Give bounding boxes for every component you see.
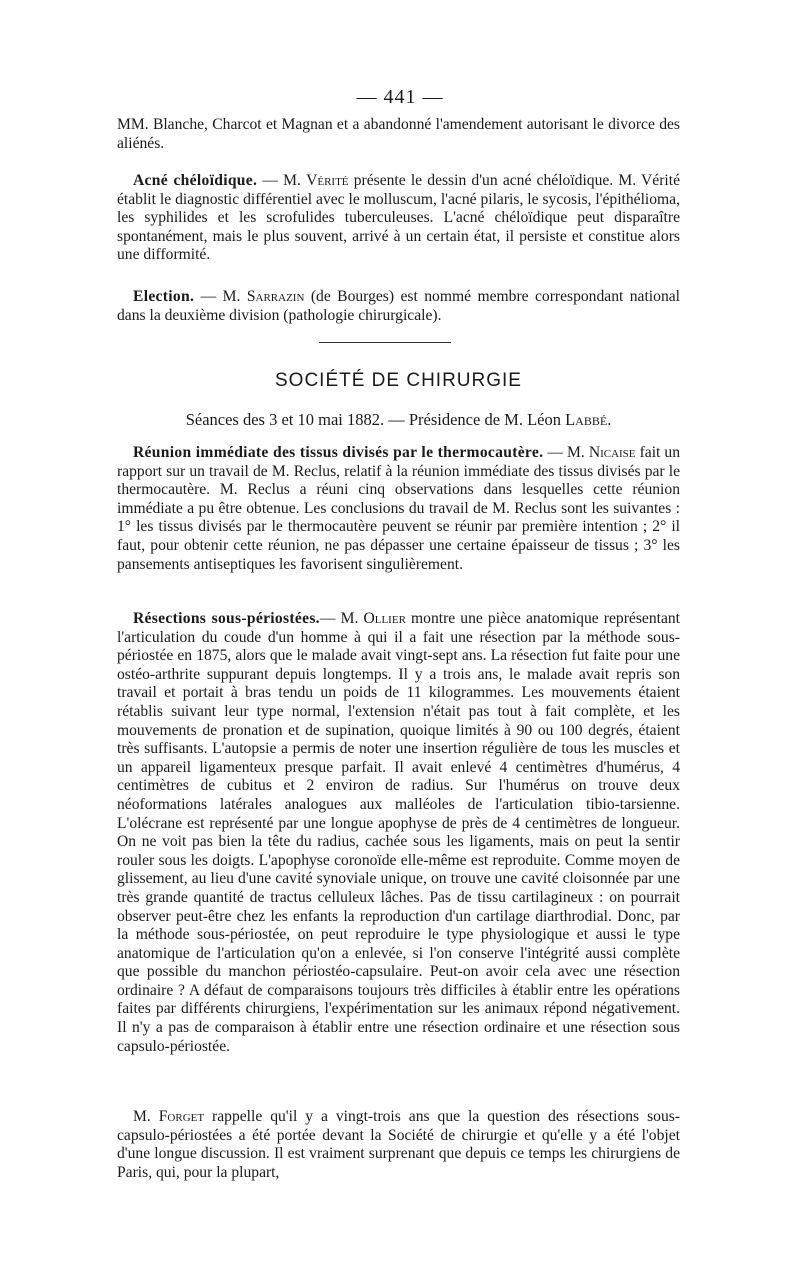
paragraph-text: (de Bourges) est nommé membre correspondant national dans la deuxième division (pathologie chirurgicale). (117, 288, 680, 324)
section-election: Election. — M. Sarrazin (de Bourges) est nommé membre correspondant national dans la deuxième division (pathologie chirurgicale). (117, 288, 680, 324)
paragraph-forget: M. Forget rappelle qu'il y a vingt-trois ans que la question des résections sous-capsulo-périostées a été portée devant la Société de chirurgie et qu'elle y a été l'objet d'une longue discussion. Il est vraiment surprenant que depuis ce temps les chirurgiens de Paris, qui, pour la plupart, (117, 1108, 680, 1181)
section-divider (319, 342, 451, 343)
section-heading: Election. (133, 288, 195, 305)
author-name: Nicaise (588, 444, 636, 461)
paragraph-divorce (117, 116, 680, 153)
author-name: Forget (158, 1108, 205, 1125)
section-resections: Résections sous-périostées.— M. Ollier montre une pièce anatomique représentant l'articulation du coude d'un homme à qui il a fait une résection par la méthode sous-périostée en 1875, alors que le malade avait vingt-sept ans. La résection fut faite pour une ostéo-arthrite suppurant depuis longtemps. Il y a trois ans, le malade avait repris son travail et portait à bras tendu un poids de 11 kilogrammes. Les mouvements étaient rétablis suivant leur type normal, l'extension n'était pas tout à fait complète, et les mouvements de pronation et de supination, quoique limités à 90 ou 100 degrés, étaient très suffisants. L'autopsie a permis de noter une insertion régulière de tous les muscles et un appareil ligamenteux presque parfait. Il avait enlevé 4 centimètres d'humérus, 4 centimètres de cubitus et 2 environ de radius. Sur l'humérus on trouve deux néoformations latérales analogues aux malléoles de l'articulation tibio-tarsienne. L'olécrane est représenté par une longue apophyse de près de 4 centimètres de longueur. On ne voit pas bien la tête du radius, cachée sous les ligaments, mais on peut la sentir rouler sous les doigts. L'apophyse coronoïde elle-même est reproduite. Comme moyen de glissement, au lieu d'une cavité synoviale unique, on trouve une cavité cloisonnée par une très grande quantité de tractus celluleux lâches. Pas de tissu cartilagineux : on pourrait observer peut-être chez les enfants la reproduction d'un cartilage diarthrodial. Donc, par la méthode sous-périostée, on peut reproduire le type physiologique et aussi le type anatomique de l'articulation qu'on a enlevée, si l'on conserve l'intégrité aussi complète que possible du manchon périostéo-capsulaire. Peut-on avoir cela avec une résection ordinaire ? A défaut de comparaisons toujours très difficiles à établir entre les opérations faites par différents chirurgiens, l'expérimentation sur les animaux répond négativement. Il n'y a pas de comparaison à établir entre une résection ordinaire et une résection sous capsulo-périostée. (117, 610, 681, 1055)
paragraph-text: fait un rapport sur un travail de M. Reclus, relatif à la réunion immédiate des tissus divisés par le thermocautère. M. Reclus a réuni cinq observations dans lesquelles cette réunion immédiate a pu être obtenue. Les conclusions du travail de M. Reclus sont les suivantes : 1° les tissus divisés par le thermocautère peuvent se réunir par première intention ; 2° il faut, pour obtenir cette réunion, ne pas dépasser une certaine épaisseur de tissus ; 3° les pansements antiseptiques les favorisent singulièrement. (117, 444, 681, 573)
society-title: SOCIÉTÉ DE CHIRURGIE (275, 370, 522, 391)
section-heading: Réunion immédiate des tissus divisés par le thermocautère. (133, 444, 544, 461)
page-number: — 441 — (356, 86, 444, 108)
paragraph-text: MM. Blanche, Charcot et Magnan et a abandonné l'amendement autorisant le divorce des aliénés. (117, 116, 680, 152)
section-reunion: Réunion immédiate des tissus divisés par le thermocautère. — M. Nicaise fait un rapport sur un travail de M. Reclus, relatif à la réunion immédiate des tissus divisés par le thermocautère. M. Reclus a réuni cinq observations dans lesquelles cette réunion immédiate a pu être obtenue. Les conclusions du travail de M. Reclus sont les suivantes : 1° les tissus divisés par le thermocautère peuvent se réunir par première intention ; 2° il faut, pour obtenir cette réunion, ne pas dépasser une certaine épaisseur de tissus ; 3° les pansements antiseptiques les favorisent singulièrement. (117, 444, 681, 573)
paragraph-text: montre une pièce anatomique représentant l'articulation du coude d'un homme à qui il a fait une résection par la méthode sous-périostée en 1875, alors que le malade avait vingt-sept ans. La résection fut faite pour une ostéo-arthrite suppurant depuis longtemps. Il y a trois ans, le malade avait repris son travail et portait à bras tendu un poids de 11 kilogrammes. Les mouvements étaient rétablis suivant leur type normal, l'extension n'était pas tout à fait complète, et les mouvements de pronation et de supination, quoique limités à 90 ou 100 degrés, étaient très suffisants. L'autopsie a permis de noter une insertion régulière de tous les muscles et un appareil ligamenteux presque parfait. Il avait enlevé 4 centimètres d'humérus, 4 centimètres de cubitus et 2 environ de radius. Sur l'humérus on trouve deux néoformations latérales analogues aux malléoles de l'articulation tibio-tarsienne. L'olécrane est représenté par une longue apophyse de près de 4 centimètres de longueur. On ne voit pas bien la tête du radius, cachée sous les ligaments, mais on peut la sentir rouler sous les doigts. L'apophyse coronoïde elle-même est reproduite. Comme moyen de glissement, au lieu d'une cavité synoviale unique, on trouve une cavité cloisonnée par une très grande quantité de tractus celluleux lâches. Pas de tissu cartilagineux : on pourrait observer peut-être chez les enfants la reproduction d'un cartilage diarthrodial. Donc, par la méthode sous-périostée, on peut reproduire le type physiologique et aussi le type anatomique de l'articulation qu'on a enlevée, si l'on conserve l'intégrité aussi complète que possible du manchon périostéo-capsulaire. Peut-on avoir cela avec une résection ordinaire ? A défaut de comparaisons toujours très difficiles à établir entre les opérations faites par différents chirurgiens, l'expérimentation sur les animaux répond négativement. Il n'y a pas de comparaison à établir entre une résection ordinaire et une résection sous capsulo-périostée. (117, 610, 681, 1055)
section-heading: Résections sous-périostées. (133, 610, 320, 627)
author-name: Sarrazin (246, 288, 305, 305)
section-acne: Acné chéloïdique. — M. Vérité présente le dessin d'un acné chéloïdique. M. Vérité établit le diagnostic différentiel avec le molluscum, l'acné pilaris, le sycosis, l'épithélioma, les syphilides et les scrofulides tuberculeuses. L'acné chéloïdique peut disparaître spontanément, mais le plus souvent, arrivé à un certain état, il persiste et constitue alors une difformité. (117, 172, 680, 264)
president-name: Labbé (565, 410, 608, 429)
author-name: Vérité (306, 172, 349, 189)
paragraph-text: présente le dessin d'un acné chéloïdique. M. Vérité établit le diagnostic différentiel avec le molluscum, l'acné pilaris, le sycosis, l'épithélioma, les syphilides et les scrofulides tuberculeuses. L'acné chéloïdique peut disparaître spontanément, mais le plus souvent, arrivé à un certain état, il persiste et constitue alors une difformité. (117, 172, 680, 264)
section-heading: Acné chéloïdique. (133, 172, 258, 189)
session-line: Séances des 3 et 10 mai 1882. — Présidence de M. Léon Labbé. (185, 410, 612, 429)
paragraph-text: rappelle qu'il y a vingt-trois ans que la question des résections sous-capsulo-périostées a été portée devant la Société de chirurgie et qu'elle y a été l'objet d'une longue discussion. Il est vraiment surprenant que depuis ce temps les chirurgiens de Paris, qui, pour la plupart, (117, 1108, 680, 1181)
author-name: Ollier (363, 610, 406, 627)
